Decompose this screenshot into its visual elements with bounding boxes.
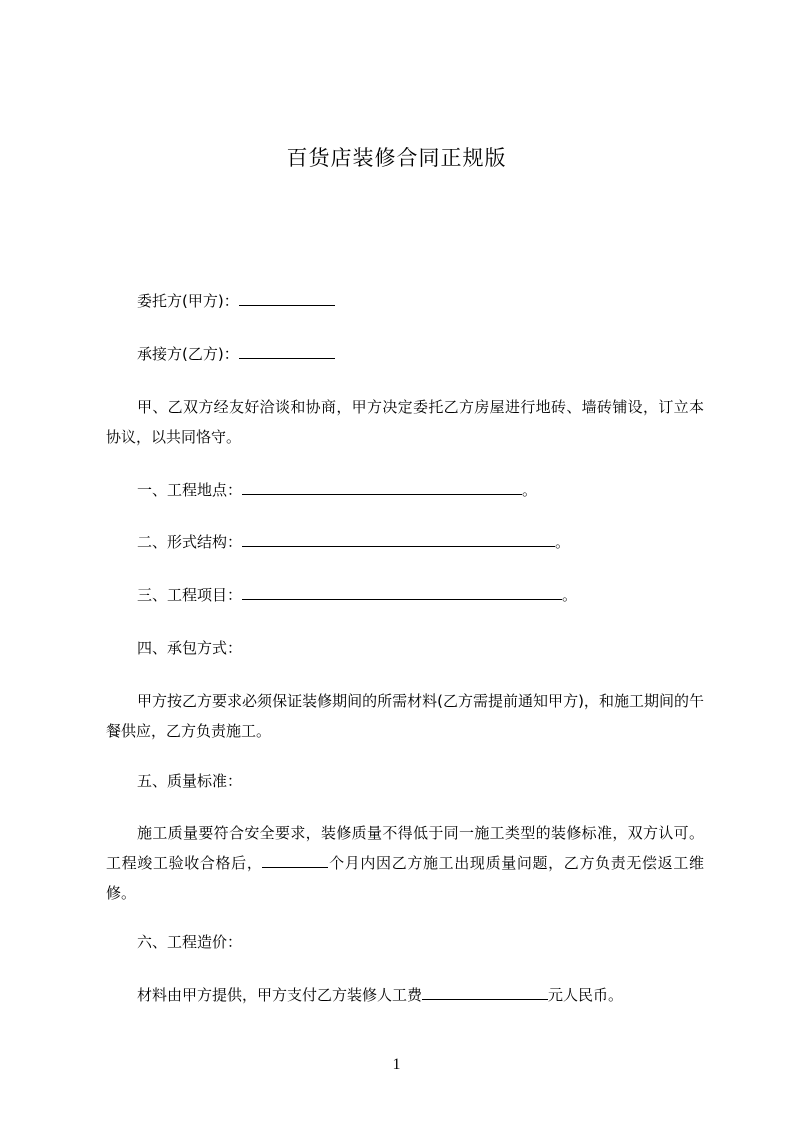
item3-blank bbox=[242, 585, 562, 600]
item3-line bbox=[137, 585, 577, 605]
item1-blank bbox=[242, 480, 522, 495]
item2-blank bbox=[242, 532, 555, 547]
item6-heading: 六、工程造价： bbox=[137, 933, 243, 951]
item4-paragraph: 甲方按乙方要求必须保证装修期间的所需材料(乙方需提前通知甲方)，和施工期间的午餐供应，乙方负责施工。 bbox=[106, 692, 704, 740]
item6-blank bbox=[422, 985, 548, 1000]
item5-text-post: 个月内因乙方施工出现质量问题，乙方负责无偿返工维修。 bbox=[106, 854, 704, 902]
item5-heading: 五、质量标准： bbox=[137, 772, 243, 790]
item2-label: 二、形式结构： bbox=[137, 533, 243, 551]
item6-text-pre: 材料由甲方提供，甲方支付乙方装修人工费 bbox=[137, 986, 423, 1004]
item5-text-pre: 施工质量要符合安全要求，装修质量不得低于同一施工类型的装修标准，双方认可。工程竣工验收合格后， bbox=[106, 824, 704, 872]
item5-paragraph bbox=[106, 818, 704, 908]
party-b-label: 承接方(乙方)： bbox=[137, 345, 239, 363]
party-a-line bbox=[137, 291, 335, 311]
page-number: 1 bbox=[392, 1056, 401, 1073]
item3-end: 。 bbox=[562, 586, 578, 604]
party-b-line bbox=[137, 344, 335, 364]
intro-paragraph: 甲、乙双方经友好洽谈和协商，甲方决定委托乙方房屋进行地砖、墙砖铺设，订立本协议，以共同恪守。 bbox=[106, 398, 704, 446]
item3-label: 三、工程项目： bbox=[137, 586, 243, 604]
party-a-blank bbox=[239, 291, 335, 306]
item1-end: 。 bbox=[522, 481, 538, 499]
item2-end: 。 bbox=[555, 533, 571, 551]
item6-line bbox=[137, 985, 623, 1005]
item5-blank bbox=[262, 853, 328, 868]
item2-line bbox=[137, 532, 570, 552]
item4-heading: 四、承包方式： bbox=[137, 639, 243, 657]
item1-line bbox=[137, 480, 537, 500]
item6-text-post: 元人民币。 bbox=[548, 986, 624, 1004]
party-a-label: 委托方(甲方)： bbox=[137, 292, 239, 310]
party-b-blank bbox=[239, 344, 335, 359]
document-title: 百货店装修合同正规版 bbox=[286, 146, 507, 170]
item1-label: 一、工程地点： bbox=[137, 481, 243, 499]
